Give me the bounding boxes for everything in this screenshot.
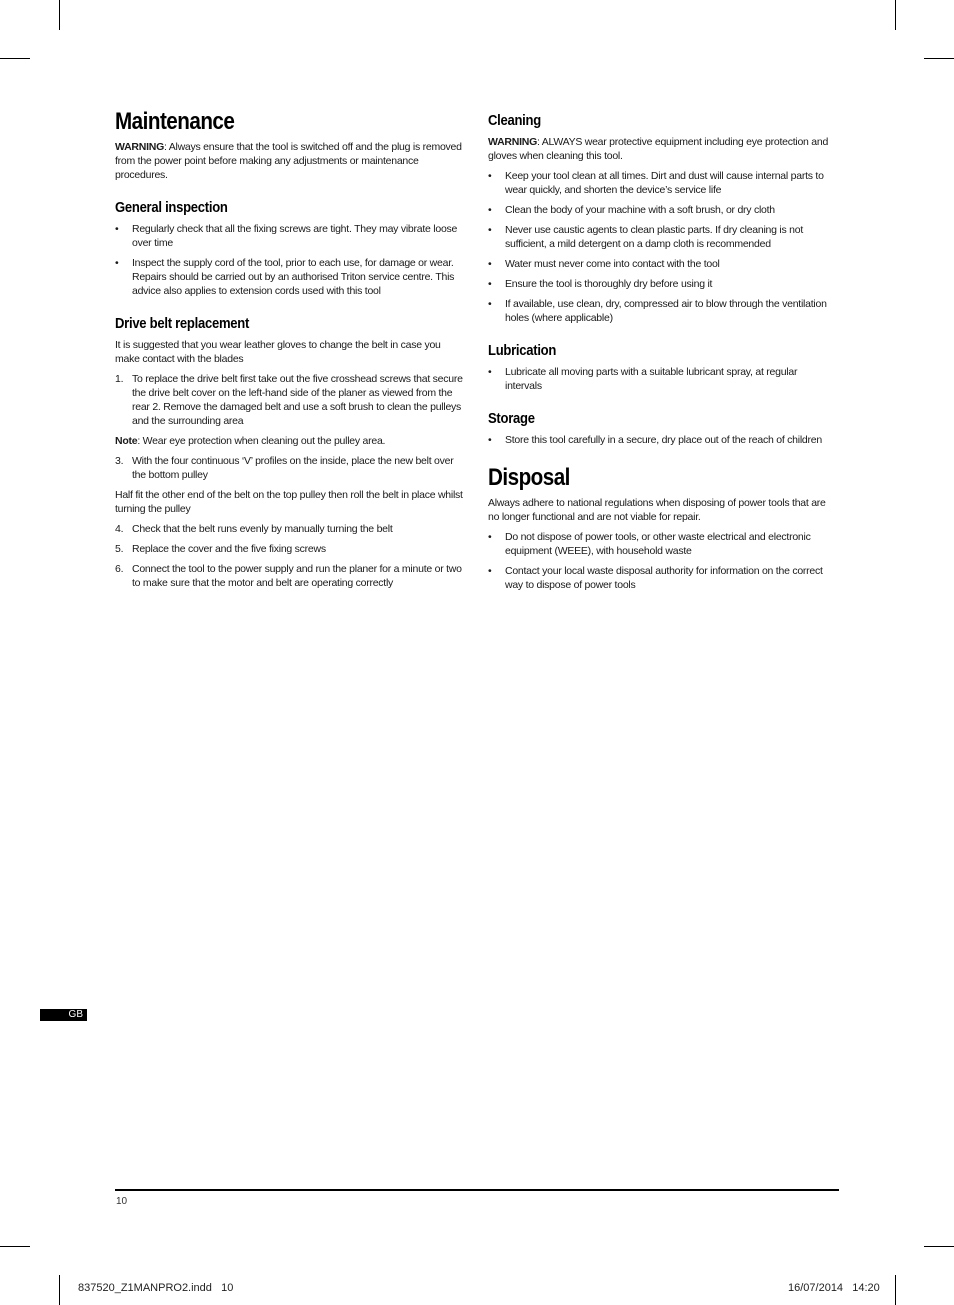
list-item-text: Store this tool carefully in a secure, dry place out of the reach of children [505, 434, 822, 446]
bullet: • [488, 224, 492, 236]
bullet: • [115, 257, 119, 269]
list-item [488, 223, 834, 251]
list-item [488, 365, 834, 393]
drive-belt-steps [115, 454, 467, 482]
list-item-text: Connect the tool to the power supply and run the planer for a minute or two to make sure that the motor and belt are operating correctly [132, 563, 462, 589]
drive-belt-heading: Drive belt replacement [115, 316, 250, 332]
language-tab: GB [40, 1009, 87, 1021]
list-item-text: Inspect the supply cord of the tool, prior to each use, for damage or wear. Repairs should be carried out by an authorised Triton service centre. This advice also applies to extension cords used with this tool [132, 257, 455, 297]
storage-list [488, 433, 834, 447]
list-item [115, 372, 467, 428]
list-item-text: Lubricate all moving parts with a suitable lubricant spray, at regular intervals [505, 366, 798, 392]
date-slug: 16/07/2014 14:20 [788, 1282, 880, 1294]
list-item [488, 203, 834, 217]
cleaning-list [488, 169, 834, 325]
list-item [488, 433, 834, 447]
warning-label: WARNING [115, 141, 164, 153]
note-label: Note [115, 435, 138, 447]
list-item-text: Replace the cover and the five fixing screws [132, 543, 326, 555]
list-item [115, 522, 467, 536]
list-item-text: If available, use clean, dry, compressed air to blow through the ventilation holes (where applicable) [505, 298, 827, 324]
file-slug: 837520_Z1MANPRO2.indd 10 [78, 1282, 234, 1294]
list-item [488, 530, 834, 558]
list-item [488, 257, 834, 271]
lubrication-heading: Lubrication [488, 343, 557, 359]
list-item-text: To replace the drive belt first take out the five crosshead screws that secure the drive belt cover on the left-hand side of the planer as viewed from the rear 2. Remove the damaged belt and use a soft brush to clean the pulleys and the surrounding area [132, 373, 463, 427]
warning-label: WARNING [488, 136, 537, 148]
cleaning-heading: Cleaning [488, 113, 541, 129]
list-item-text: Do not dispose of power tools, or other waste electrical and electronic equipment (WEEE), with household waste [505, 531, 811, 557]
list-item [115, 256, 467, 298]
bullet: • [488, 434, 492, 446]
step-number: 4. [115, 523, 124, 535]
list-item [488, 169, 834, 197]
list-item-text: Clean the body of your machine with a soft brush, or dry cloth [505, 204, 775, 216]
step-number: 5. [115, 543, 124, 555]
half-fit-paragraph: Half fit the other end of the belt on the top pulley then roll the belt in place whilst turning the pulley [115, 489, 463, 515]
note-text: : Wear eye protection when cleaning out the pulley area. [137, 435, 386, 447]
list-item-text: Check that the belt runs evenly by manually turning the belt [132, 523, 393, 535]
list-item [488, 297, 834, 325]
list-item-text: Contact your local waste disposal authority for information on the correct way to dispose of power tools [505, 565, 823, 591]
general-inspection-heading: General inspection [115, 200, 228, 216]
crop-mark [924, 58, 954, 59]
page-number: 10 [116, 1196, 128, 1207]
maintenance-heading: Maintenance [115, 108, 235, 135]
bullet: • [488, 258, 492, 270]
cleaning-warning [488, 135, 834, 163]
lubrication-list [488, 365, 834, 393]
drive-belt-steps [115, 522, 467, 590]
crop-mark [0, 1246, 30, 1247]
list-item-text: Keep your tool clean at all times. Dirt and dust will cause internal parts to wear quickly, and shorten the device’s service life [505, 170, 824, 196]
list-item-text: Regularly check that all the fixing screws are tight. They may vibrate loose over time [132, 223, 458, 249]
step-number: 1. [115, 373, 124, 385]
warning-text: : ALWAYS wear protective equipment including eye protection and gloves when cleaning this tool. [488, 136, 829, 162]
step-number: 6. [115, 563, 124, 575]
list-item [115, 222, 467, 250]
crop-mark [0, 58, 30, 59]
left-column [115, 108, 467, 596]
disposal-list [488, 530, 834, 592]
disposal-heading: Disposal [488, 464, 570, 491]
list-item-text: Ensure the tool is thoroughly dry before using it [505, 278, 713, 290]
list-item-text: With the four continuous ‘V’ profiles on the inside, place the new belt over the bottom pulley [132, 455, 454, 481]
list-item [115, 542, 467, 556]
crop-mark [924, 1246, 954, 1247]
bullet: • [488, 170, 492, 182]
bullet: • [488, 531, 492, 543]
drive-belt-intro: It is suggested that you wear leather gloves to change the belt in case you make contact with the blades [115, 339, 441, 365]
list-item-text: Never use caustic agents to clean plastic parts. If dry cleaning is not sufficient, a mild detergent on a damp cloth is recommended [505, 224, 803, 250]
bullet: • [488, 298, 492, 310]
bullet: • [488, 278, 492, 290]
warning-text: : Always ensure that the tool is switched off and the plug is removed from the power point before making any adjustments or maintenance procedures. [115, 141, 462, 181]
list-item [488, 564, 834, 592]
bullet: • [488, 565, 492, 577]
pulley-note [115, 434, 467, 448]
disposal-intro: Always adhere to national regulations when disposing of power tools that are no longer functional and are not viable for repair. [488, 497, 826, 523]
crop-mark [59, 0, 60, 30]
step-number: 3. [115, 455, 124, 467]
footer-rule [115, 1189, 839, 1191]
right-column [488, 112, 834, 598]
maintenance-warning [115, 140, 467, 182]
list-item [115, 454, 467, 482]
list-item-text: Water must never come into contact with the tool [505, 258, 720, 270]
crop-mark [59, 1275, 60, 1305]
storage-heading: Storage [488, 411, 535, 427]
list-item [115, 562, 467, 590]
crop-mark [895, 1275, 896, 1305]
crop-mark [895, 0, 896, 30]
bullet: • [488, 204, 492, 216]
drive-belt-steps [115, 372, 467, 428]
bullet: • [115, 223, 119, 235]
bullet: • [488, 366, 492, 378]
list-item [488, 277, 834, 291]
general-inspection-list [115, 222, 467, 298]
